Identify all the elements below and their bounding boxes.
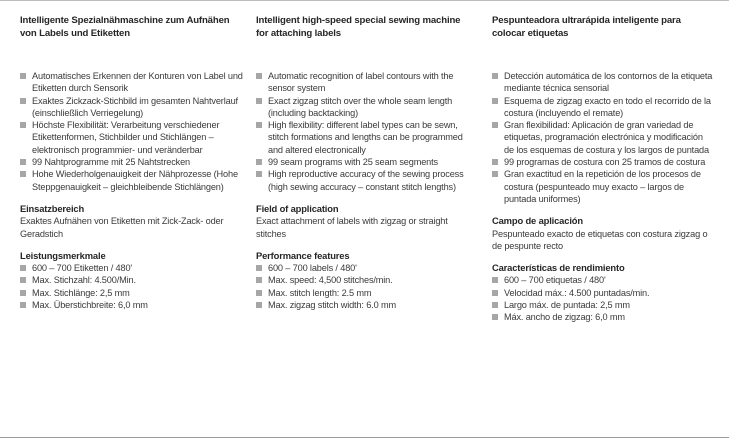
square-bullet-icon [256, 122, 262, 128]
square-bullet-icon [20, 265, 26, 271]
feature-text: Höchste Flexibilität: Verarbeitung verschiedener Etikettenformen, Stichbilder und Stichlängen – elektronisch programmier- und veränderbar [32, 120, 220, 155]
square-bullet-icon [256, 171, 262, 177]
feature-text: Automatisches Erkennen der Konturen von Label und Etiketten durch Sensorik [32, 71, 243, 94]
feature-text: 99 Nahtprogramme mit 25 Nahtstrecken [32, 157, 191, 168]
performance-list [256, 262, 472, 311]
square-bullet-icon [492, 314, 498, 320]
performance-text: Max. stitch length: 2.5 mm [268, 287, 372, 298]
square-bullet-icon [20, 277, 26, 283]
feature-text: 99 programas de costura con 25 tramos de costura [504, 157, 706, 168]
feature-item [20, 119, 248, 156]
square-bullet-icon [492, 122, 498, 128]
square-bullet-icon [20, 98, 26, 104]
square-bullet-icon [20, 302, 26, 308]
feature-item [20, 168, 248, 193]
feature-text: Automatic recognition of label contours with the sensor system [268, 71, 454, 94]
square-bullet-icon [256, 302, 262, 308]
feature-item [256, 95, 472, 120]
column-spanish [492, 14, 714, 324]
square-bullet-icon [256, 159, 262, 165]
feature-item [492, 70, 714, 95]
performance-text: Max. Stichzahl: 4.500/Min. [32, 275, 136, 286]
square-bullet-icon [20, 122, 26, 128]
performance-text: Max. Stichlänge: 2,5 mm [32, 287, 130, 298]
feature-item [256, 156, 472, 168]
application-title: Campo de aplicación [492, 215, 583, 227]
square-bullet-icon [20, 290, 26, 296]
feature-item [492, 156, 714, 168]
feature-list [492, 70, 714, 205]
performance-text: Max. Überstichbreite: 6,0 mm [32, 300, 148, 311]
application-text: Pespunteado exacto de etiquetas con costura zigzag o de pespunte recto [492, 228, 708, 251]
performance-title: Performance features [256, 249, 350, 261]
feature-text: Exact zigzag stitch over the whole seam length (including backtacking) [268, 95, 453, 118]
column-heading: Intelligent high-speed special sewing machine for attaching labels [256, 15, 461, 39]
square-bullet-icon [256, 290, 262, 296]
square-bullet-icon [492, 171, 498, 177]
performance-text: 600 – 700 etiquetas / 480' [504, 275, 606, 286]
performance-item [20, 262, 248, 274]
feature-text: Exaktes Zickzack-Stichbild im gesamten Nahtverlauf (einschließlich Verriegelung) [32, 95, 238, 118]
performance-item [20, 274, 248, 286]
feature-item [256, 119, 472, 156]
performance-title: Características de rendimiento [492, 262, 625, 274]
performance-list [492, 274, 714, 323]
feature-item [492, 168, 714, 205]
feature-text: Esquema de zigzag exacto en todo el recorrido de la costura (incluyendo el remate) [504, 95, 711, 118]
square-bullet-icon [492, 302, 498, 308]
feature-text: High reproductive accuracy of the sewing process (high sewing accuracy – constant stitch lengths) [268, 169, 464, 192]
performance-text: 600 – 700 Etiketten / 480' [32, 263, 133, 274]
feature-text: Gran exactitud en la repetición de los procesos de costura (pespunteado muy exacto – largos de puntada uniformes) [504, 169, 701, 204]
performance-item [20, 299, 248, 311]
feature-item [20, 156, 248, 168]
feature-list [20, 70, 248, 193]
feature-text: Hohe Wiederholgenauigkeit der Nähprozesse (Hohe Steppgenauigkeit – gleichbleibende Stichlängen) [32, 169, 238, 192]
feature-text: 99 seam programs with 25 seam segments [268, 157, 438, 168]
square-bullet-icon [492, 277, 498, 283]
feature-text: High flexibility: different label types can be sewn, stitch formations and lengths can be programmed and altered electronically [268, 120, 463, 155]
performance-title: Leistungsmerkmale [20, 249, 106, 261]
top-rule [0, 0, 729, 1]
square-bullet-icon [492, 73, 498, 79]
square-bullet-icon [492, 159, 498, 165]
column-heading: Intelligente Spezialnähmaschine zum Aufnähen von Labels und Etiketten [20, 15, 230, 39]
square-bullet-icon [20, 159, 26, 165]
application-text: Exaktes Aufnähen von Etiketten mit Zick-Zack- oder Geradstich [20, 216, 224, 239]
performance-item [492, 274, 714, 286]
bottom-rule [0, 437, 729, 438]
application-title: Field of application [256, 202, 339, 214]
feature-item [492, 95, 714, 120]
square-bullet-icon [492, 290, 498, 296]
feature-item [256, 70, 472, 95]
performance-item [492, 299, 714, 311]
column-heading: Pespunteadora ultrarápida inteligente para colocar etiquetas [492, 15, 681, 39]
performance-text: Máx. ancho de zigzag: 6,0 mm [504, 312, 625, 323]
application-title: Einsatzbereich [20, 202, 85, 214]
column-english [256, 14, 472, 311]
performance-list [20, 262, 248, 311]
performance-item [256, 262, 472, 274]
performance-text: Largo máx. de puntada: 2,5 mm [504, 300, 630, 311]
performance-text: Velocidad máx.: 4.500 puntadas/min. [504, 287, 650, 298]
feature-text: Gran flexibilidad: Aplicación de gran variedad de etiquetas, programación electrónica y modificación de los esquemas de costura y los largos de puntada [504, 120, 709, 155]
performance-item [492, 287, 714, 299]
performance-text: Max. speed: 4,500 stitches/min. [268, 275, 393, 286]
feature-item [20, 95, 248, 120]
square-bullet-icon [256, 265, 262, 271]
performance-item [256, 274, 472, 286]
feature-item [20, 70, 248, 95]
square-bullet-icon [256, 98, 262, 104]
square-bullet-icon [20, 73, 26, 79]
square-bullet-icon [20, 171, 26, 177]
feature-text: Detección automática de los contornos de la etiqueta mediante técnica sensorial [504, 71, 713, 94]
feature-list [256, 70, 472, 193]
performance-text: 600 – 700 labels / 480' [268, 263, 357, 274]
performance-item [492, 311, 714, 323]
performance-item [256, 287, 472, 299]
square-bullet-icon [256, 277, 262, 283]
square-bullet-icon [256, 73, 262, 79]
column-german [20, 14, 248, 311]
feature-item [256, 168, 472, 193]
performance-text: Max. zigzag stitch width: 6.0 mm [268, 300, 396, 311]
performance-item [20, 287, 248, 299]
performance-item [256, 299, 472, 311]
application-text: Exact attachment of labels with zigzag or straight stitches [256, 216, 448, 239]
feature-item [492, 119, 714, 156]
square-bullet-icon [492, 98, 498, 104]
